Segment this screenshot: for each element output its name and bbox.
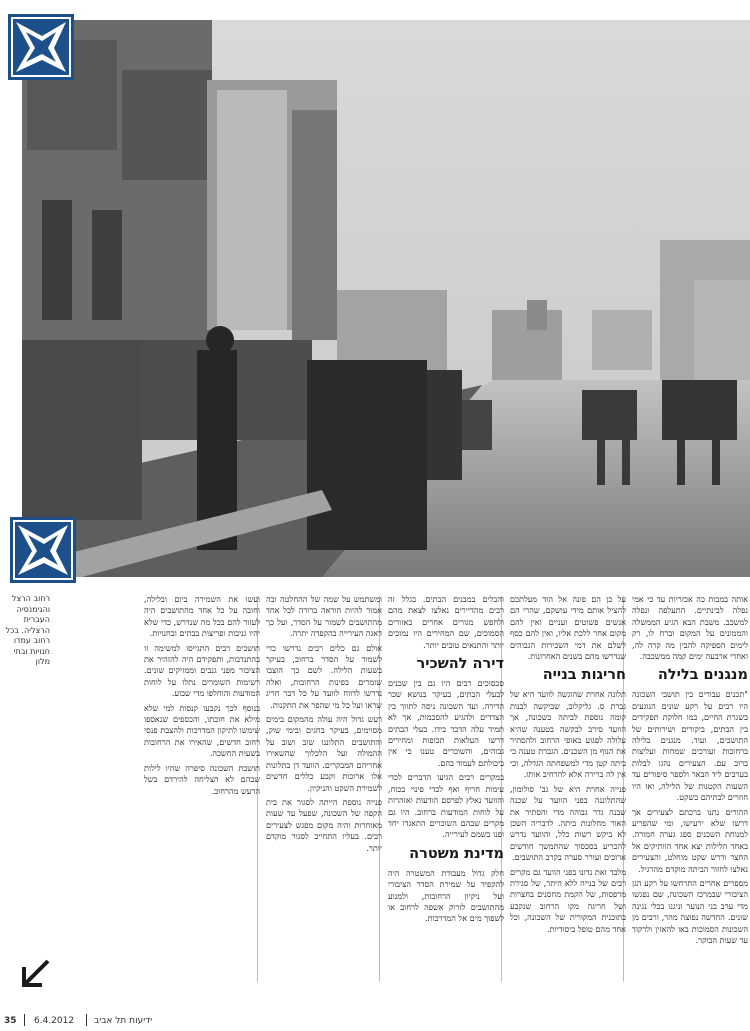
publication-name: ידיעות תל אביב (94, 1016, 153, 1026)
caption-line: רחוב עמדו (13, 636, 50, 645)
article-paragraph: ההורים נתנו ברכתם לצעירים אך דרשו שלא ירעישו, ומי שהפריע למנוחת השכנים ספג גערה חמורה. באחד הלילות יצא אחד הוותיקים אל החצר ודרש שקט מוחלט, והצעירים נאלצו לחזור הביתה מוקדם מהרגיל. (632, 806, 748, 874)
caption-line: מלון (35, 657, 50, 666)
footer-separator (24, 1014, 25, 1026)
article-paragraph: מלבד זאת נדונו בפני הוועד גם מקרים רבים של בנייה ללא היתר, של סגירת מרפסות, של הקמת מחסנים בחצרות ושל חריגה מקו הרחוב שנקבע בתוכנית המקורית של השכונה, וכל אחד מהם טופל ביסודיות. (510, 866, 626, 934)
article-paragraph: "תכנים עבורים בין תושבי השכונה היו רבים על רקע שונים הנוגעים בשגרת החיים, כמו חלוקת תפקידים בין הבתים, ביקורים ושירותים של התושבים, ועוד. מנגנים בלילה ברחובות ועורכים שמחות ועליצות ברוב עם. הצעירים נהגו לבלות בערבים ליד הבאר ולספר סיפורים עד השעות הקטנות של הלילה, ואז היו חוזרים לבתיהם בשקט. (632, 689, 748, 803)
article-paragraph: סכסוכים רבים היו גם בין שכנים לבעלי הבתים, בעיקר בנושא שכר הדירה. ועד השכונה ניסה לתווך בין הצדדים ולהגיע להסכמות, אך לא תמיד עלה הדבר בידו. בעלי הבתים דרשו העלאות תכופות ומחירים גבוהים, והשוכרים טענו כי אין ביכולתם לעמוד בהם. (388, 678, 504, 768)
issue-date: 6.4.2012 (34, 1016, 75, 1026)
article-paragraph: אותה במכות כה אכזריות עד כי אמי נפלה לבינתיים. התעלפה ונפלה למשכב. משבת הבא הגיע הממשלה והממונים על המקום וברח לו, רק לימים הספיקה להבין מה קרה לה, ואחרי ארבעה ימים קמה ממשכבה. (632, 594, 748, 662)
caption-line: הרצליה. בכל (5, 625, 50, 635)
photo-caption (2, 594, 50, 668)
article-paragraph: תושבים רבים התגייסו למשימה זו בהתנדבות, ותפקידם היה להזהיר את הציבור מפני גנבים וממזיקים שונים. רשימות השומרים נתלו על לוחות המודעות והוחלפו מדי שבוע. (144, 642, 260, 699)
article-paragraph: חלק גדול מעבודת המשטרה היה להקפיד על שמירת הסדר הציבורי ועל ניקיון הרחובות, ולמנוע מהתושבים לזרוק אשפה לרחוב או לשפוך מים אל המדרכות. (388, 867, 504, 924)
article-paragraph: על כן הם פונה אל הוד מעלתכם להציל אותם מידי עושקם, שהרי הם אנשים פשוטים ועניים ואין להם מקום אחר ללכת אליו, ואין להם כסף לשלם את דמי השכירות הגבוהים שנדרשו מהם בשנים האחרונות. (510, 594, 626, 662)
section-heading: מנגנים בלילה (657, 667, 748, 684)
article-paragraph: רעש גדול היה עולה מהמקום בימים מסוימים, בעיקר בחגים ובימי שוק, והתושבים התלוננו שוב ושוב על ההמולה ועל הלכלוך שהשאירו אחריהם המבקרים. הוועד דן בתלונות אלו ארוכות וקבע כללים חדשים לשמירת השקט והניקיון. (266, 714, 382, 793)
historic-street-photo (22, 20, 750, 577)
section-heading: מדינת משטרה (409, 845, 504, 862)
continue-arrow-icon[interactable] (18, 955, 54, 991)
caption-line: והגימנסיה (16, 604, 50, 614)
photo-illustration (22, 20, 750, 577)
corner-ornament-top (8, 14, 74, 80)
article-column-1 (632, 594, 748, 984)
article-paragraph: תושבת השכונה סיפרה שהיו לילות שבהם לא הצליחה להירדם בשל הרעש מהרחוב. (144, 762, 260, 796)
footer-separator (86, 1014, 87, 1026)
caption-line: העברית (23, 615, 50, 624)
corner-ornament-bottom (10, 517, 76, 583)
article-column-2 (510, 594, 626, 984)
caption-line: חנויות ובתי (13, 646, 50, 656)
section-heading: חריגות בנייה (542, 667, 626, 684)
article-column-3 (388, 594, 504, 984)
article-paragraph: אולם גם כלים רבים נדרשו כדי לשמור על הסדר ברחוב, בעיקר בשעות הלילה. לשם כך הוצבו שומרים בפינות הרחובות, ואלה נדרשו לדווח לוועד על כל דבר חריג שראו ועל כל מי שהפר את התקנות. (266, 642, 382, 710)
article-column-4 (266, 594, 382, 984)
article-paragraph: מספרים אחרים התרחשו על רקע הגן הציבורי שבמרכז השכונה, שם נפגשו מדי ערב בני הנוער וניגנו בכלי נגינה שונים. החדשה נפוצה מהר, ורבים מן השכונות הסמוכות באו להאזין ולרקוד עד שעות הבוקר. (632, 877, 748, 945)
caption-line: רחוב הרצל (11, 594, 50, 603)
article-paragraph: תלונה אחרת שהוגשה לוועד היא של גברת ס. גליקלוב, שביקשה לבנות קומה נוספת לביתה בשכונה, אך הוועד סירב לבקשה בטענה שהיא עלולה לפגוע באופי הרחוב ולהסתיר את הנוף מן השכנים. הגברת טענה כי ביתה קטן מדי למשפחתה הגדלה, וכי אין לה ברירה אלא להרחיב אותו. (510, 689, 626, 780)
article-paragraph: והבלים במבנים הבתים. בגלל זה רבים מהדיירים נאלצו לצאת מהם ולחפש מגורים אחרים באזורים הסמוכים, שם המחירים היו נמוכים יותר והתנאים טובים יותר. (388, 594, 504, 650)
article-paragraph: בנוסף לכך נקבעו קנסות למי שלא מילא את חובתו, והכספים שנאספו שימשו לתיקון המדרכות ולהצבת פנסי רחוב חדשים, שהאירו את הרחובות בשעות החשכה. (144, 702, 260, 759)
page-number: 35 (4, 1016, 17, 1026)
page-footer (0, 1012, 750, 1031)
article-paragraph: פנייה אחרת היא של גב' סולומון, שהתלוננה בפני הוועד על שכנה שבנה גדר גבוהה מדי והסתיר את האור מחלונות ביתה. לדבריה השכן לא ביקש רשות כלל, והוועד נדרש להכריע בסכסוך שהתמשך חודשים ארוכים ועורר סערה בקרב התושבים. (510, 783, 626, 863)
section-heading: דירה להשכיר (416, 656, 504, 673)
article-paragraph: במקרים רבים הגיעו הדברים לכדי עימות חריף ואף לכדי פינוי בכוח, והוועד נאלץ לפרסם הודעות ואזהרות על לוחות המודעות ברחוב. היו גם מקרים שבהם השוכרים התאגדו יחד ופנו בשמם לעירייה. (388, 772, 504, 840)
article-column-5 (144, 594, 260, 984)
article-paragraph: ומשתמש על שמה של ההחלטה ובה אמור להיות הוראה ברורה לכל אחד מהתושבים לשמור על הסדר, ועל כך דאגה העירייה בהקפדה יתרה. (266, 594, 382, 639)
article-paragraph: פנייה נוספת הייתה לסגור את בית הקפה של השכונה, שפעל עד שעות מאוחרות והיה מקום מפגש לצעירים רבים. בעליו התחייב לסגור מוקדם יותר. (266, 796, 382, 853)
article-paragraph: ועשו את השמירה ביום ובלילה, וחובה על כל אחד מהתושבים היה לעזור להם בכל מה שנדרש, כדי שלא יהיו גניבות ופריצות בבתים ובחנויות. (144, 594, 260, 639)
